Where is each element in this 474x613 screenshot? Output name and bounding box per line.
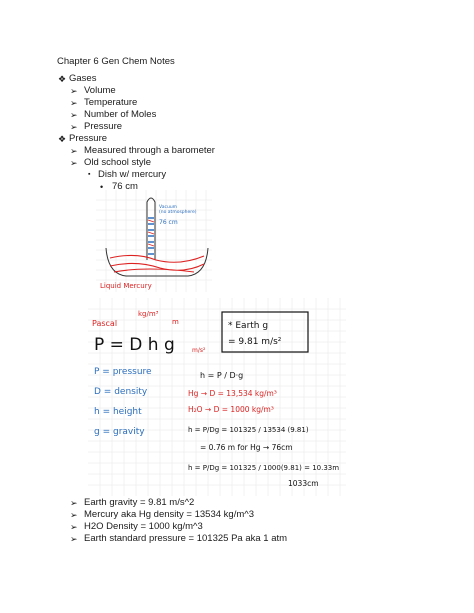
bullet-arrow-icon: ➢ xyxy=(70,510,78,520)
legend-pressure: P = pressure xyxy=(94,367,152,377)
box-line2: = 9.81 m/s² xyxy=(228,337,282,347)
main-equation: P = D h g xyxy=(94,335,175,355)
bullet-dot-icon: • xyxy=(100,182,104,192)
bullet-arrow-icon: ➢ xyxy=(70,98,78,108)
work-hg-calc: h = P/Dg = 101325 / 13534 (9.81) xyxy=(188,426,309,434)
outline-item-pressure: Pressure xyxy=(84,121,123,132)
work-hg-result: = 0.76 m for Hg → 76cm xyxy=(200,443,293,452)
legend-height: h = height xyxy=(94,407,142,417)
document-title: Chapter 6 Gen Chem Notes xyxy=(57,56,175,67)
tube-note-line1: Vacuum xyxy=(159,205,178,210)
bullet-arrow-icon: ➢ xyxy=(70,122,78,132)
bullet-arrow-icon: ➢ xyxy=(70,110,78,120)
outline-item-barometer: Measured through a barometer xyxy=(84,145,215,156)
work-h-formula: h = P / D·g xyxy=(200,371,244,380)
sketch-caption: Liquid Mercury xyxy=(100,282,152,290)
fact-standard-pressure: Earth standard pressure = 101325 Pa aka 1 atm xyxy=(84,533,288,544)
height-label: 76 cm xyxy=(159,219,178,226)
fact-earth-gravity: Earth gravity = 9.81 m/s^2 xyxy=(84,497,195,508)
work-h2o-calc: h = P/Dg = 101325 / 1000(9.81) = 10.33m xyxy=(188,464,340,472)
outline-item-pressure-heading: Pressure xyxy=(69,133,108,144)
unit-height: m xyxy=(172,318,179,326)
work-hg-density: Hg → D = 13,534 kg/m³ xyxy=(188,389,277,398)
legend-density: D = density xyxy=(94,387,148,397)
bullet-arrow-icon: ➢ xyxy=(70,522,78,532)
outline-item-dish: Dish w/ mercury xyxy=(98,169,167,180)
unit-pascal: Pascal xyxy=(92,319,118,328)
bullet-arrow-icon: ➢ xyxy=(70,534,78,544)
barometer-sketch xyxy=(96,190,212,292)
box-line1: * Earth g xyxy=(228,321,269,331)
tube-note-line2: (no atmosphere) xyxy=(159,210,197,215)
bullet-arrow-icon: ➢ xyxy=(70,86,78,96)
unit-gravity: m/s² xyxy=(192,347,206,354)
work-h2o-density: H₂O → D = 1000 kg/m³ xyxy=(188,405,274,414)
outline-item-old-school: Old school style xyxy=(84,157,152,168)
fact-water-density: H2O Density = 1000 kg/m^3 xyxy=(84,521,203,532)
outline-item-temperature: Temperature xyxy=(84,97,138,108)
unit-density: kg/m³ xyxy=(138,310,159,318)
outline-item-volume: Volume xyxy=(84,85,116,96)
bullet-arrow-icon: ➢ xyxy=(70,158,78,168)
work-h2o-result-cm: 1033cm xyxy=(288,479,319,488)
outline-item-gases: Gases xyxy=(69,73,97,84)
bullet-diamond-icon: ❖ xyxy=(58,74,67,84)
pressure-equation-sketch xyxy=(88,298,346,496)
legend-gravity: g = gravity xyxy=(94,427,145,437)
fact-mercury-density: Mercury aka Hg density = 13534 kg/m^3 xyxy=(84,509,254,520)
outline-item-76cm: 76 cm xyxy=(112,181,138,192)
bullet-diamond-icon: ❖ xyxy=(58,134,67,144)
bullet-arrow-icon: ➢ xyxy=(70,146,78,156)
outline-item-number-of-moles: Number of Moles xyxy=(84,109,157,120)
bullet-arrow-icon: ➢ xyxy=(70,498,78,508)
bullet-square-icon: ▪ xyxy=(88,171,91,178)
